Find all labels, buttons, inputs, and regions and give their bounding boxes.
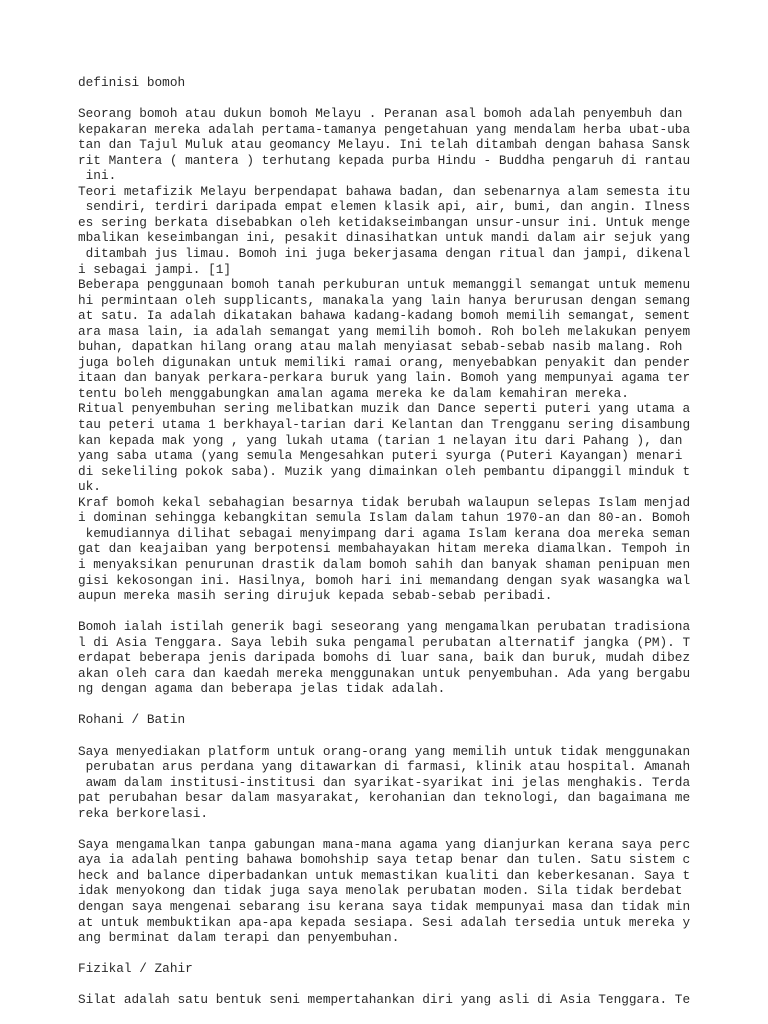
text-line: Ritual penyembuhan sering melibatkan muzik dan Dance seperti puteri yang utama a [78, 401, 691, 417]
text-line: awam dalam institusi-institusi dan syarikat-syarikat ini jelas menghakis. Terda [78, 774, 691, 790]
text-line: i menyaksikan penurunan drastik dalam bomoh sahih dan banyak shaman penipuan men [78, 556, 691, 572]
text-line: Saya mengamalkan tanpa gabungan mana-mana agama yang dianjurkan kerana saya perc [78, 836, 691, 852]
text-line: gisi kekosongan ini. Hasilnya, bomoh hari ini memandang dengan syak wasangka wal [78, 572, 691, 588]
text-line: idak menyokong dan tidak juga saya menolak perubatan moden. Sila tidak berdebat [78, 883, 683, 899]
text-line: Seorang bomoh atau dukun bomoh Melayu . Peranan asal bomoh adalah penyembuh dan [78, 106, 683, 122]
text-line: di sekeliling pokok saba). Muzik yang dimainkan oleh pembantu dipanggil minduk t [78, 463, 691, 479]
text-line: gat dan keajaiban yang berpotensi membahayakan hitam mereka diamalkan. Tempoh in [78, 541, 691, 557]
text-line: Kraf bomoh kekal sebahagian besarnya tidak berubah walaupun selepas Islam menjad [78, 494, 691, 510]
text-line: ditambah jus limau. Bomoh ini juga bekerjasama dengan ritual dan jampi, dikenal [78, 246, 691, 262]
text-line: pat perubahan besar dalam masyarakat, kerohanian dan teknologi, dan bagaimana me [78, 790, 691, 806]
text-line: i sebagai jampi. [1] [78, 261, 232, 277]
text-line: Bomoh ialah istilah generik bagi seseorang yang mengamalkan perubatan tradisiona [78, 619, 691, 635]
text-line: dengan saya mengenai sebarang isu kerana saya tidak mempunyai masa dan tidak min [78, 898, 691, 914]
text-line: juga boleh digunakan untuk memiliki ramai orang, menyebabkan penyakit dan pender [78, 354, 691, 370]
text-line: tentu boleh menggabungkan amalan agama mereka ke dalam kemahiran mereka. [78, 385, 629, 401]
text-line: heck and balance diperbadankan untuk memastikan kualiti dan keberkesanan. Saya t [78, 867, 691, 883]
text-line: rit Mantera ( mantera ) terhutang kepada purba Hindu - Buddha pengaruh di rantau [78, 152, 691, 168]
text-line: Saya menyediakan platform untuk orang-orang yang memilih untuk tidak menggunakan [78, 743, 691, 759]
text-line: ng dengan agama dan beberapa jelas tidak adalah. [78, 681, 446, 697]
text-line: kepakaran mereka adalah pertama-tamanya pengetahuan yang mendalam herba ubat-uba [78, 121, 691, 137]
text-line: Beberapa penggunaan bomoh tanah perkuburan untuk memanggil semangat untuk memenu [78, 277, 691, 293]
text-line: es sering berkata disebabkan oleh ketidakseimbangan unsur-unsur ini. Untuk menge [78, 214, 691, 230]
text-line: mbalikan keseimbangan ini, pesakit dinasihatkan untuk mandi dalam air sejuk yang [78, 230, 691, 246]
text-line: tan dan Tajul Muluk atau geomancy Melayu. Ini telah ditambah dengan bahasa Sansk [78, 137, 691, 153]
text-line [78, 604, 758, 620]
text-line: reka berkorelasi. [78, 805, 209, 821]
text-line: itaan dan banyak perkara-perkara buruk yang lain. Bomoh yang mempunyai agama ter [78, 370, 691, 386]
text-line: ara masa lain, ia adalah semangat yang memilih bomoh. Roh boleh melakukan penyem [78, 323, 691, 339]
text-line [78, 728, 758, 744]
text-line: Teori metafizik Melayu berpendapat bahawa badan, dan sebenarnya alam semesta itu [78, 183, 691, 199]
text-line [78, 821, 758, 837]
text-line [78, 977, 758, 993]
text-line: kan kepada mak yong , yang lukah utama (tarian 1 nelayan itu dari Pahang ), dan [78, 432, 683, 448]
text-line: Silat adalah satu bentuk seni mempertahankan diri yang asli di Asia Tenggara. Te [78, 992, 691, 1008]
text-line: sendiri, terdiri daripada empat elemen klasik api, air, bumi, dan angin. Ilness [78, 199, 691, 215]
text-line: akan oleh cara dan kaedah mereka menggunakan untuk penyembuhan. Ada yang bergabu [78, 665, 691, 681]
document-body [78, 75, 758, 1008]
text-line: at untuk membuktikan apa-apa kepada sesiapa. Sesi adalah tersedia untuk mereka y [78, 914, 691, 930]
text-line: yang saba utama (yang semula Mengesahkan puteri syurga (Puteri Kayangan) menari [78, 448, 683, 464]
text-line: i dominan sehingga kebangkitan semula Islam dalam tahun 1970-an dan 80-an. Bomoh [78, 510, 691, 526]
text-line: erdapat beberapa jenis daripada bomohs di luar sana, baik dan buruk, mudah dibez [78, 650, 691, 666]
text-line [78, 697, 758, 713]
text-line: perubatan arus perdana yang ditawarkan di farmasi, klinik atau hospital. Amanah [78, 759, 691, 775]
text-line: Rohani / Batin [78, 712, 186, 728]
text-line: hi permintaan oleh supplicants, manakala yang lain hanya berurusan dengan semang [78, 292, 691, 308]
text-line: ang berminat dalam terapi dan penyembuhan. [78, 930, 400, 946]
text-line: Fizikal / Zahir [78, 961, 193, 977]
text-line: kemudiannya dilihat sebagai menyimpang dari agama Islam kerana doa mereka seman [78, 525, 691, 541]
text-line: definisi bomoh [78, 75, 186, 90]
text-line: at satu. Ia adalah dikatakan bahawa kadang-kadang bomoh memilih semangat, sement [78, 308, 691, 324]
text-line [78, 91, 758, 107]
text-line [78, 946, 758, 962]
text-line: aya ia adalah penting bahawa bomohship saya tetap benar dan tulen. Satu sistem c [78, 852, 691, 868]
text-line: aupun mereka masih sering dirujuk kepada sebab-sebab peribadi. [78, 588, 553, 604]
text-line: ini. [78, 168, 117, 184]
text-line: tau peteri utama 1 berkhayal-tarian dari Kelantan dan Trengganu sering disambung [78, 417, 691, 433]
text-line: l di Asia Tenggara. Saya lebih suka pengamal perubatan alternatif jangka (PM). T [78, 634, 691, 650]
text-line: buhan, dapatkan hilang orang atau malah menyiasat sebab-sebab nasib malang. Roh [78, 339, 683, 355]
text-line: uk. [78, 479, 101, 495]
